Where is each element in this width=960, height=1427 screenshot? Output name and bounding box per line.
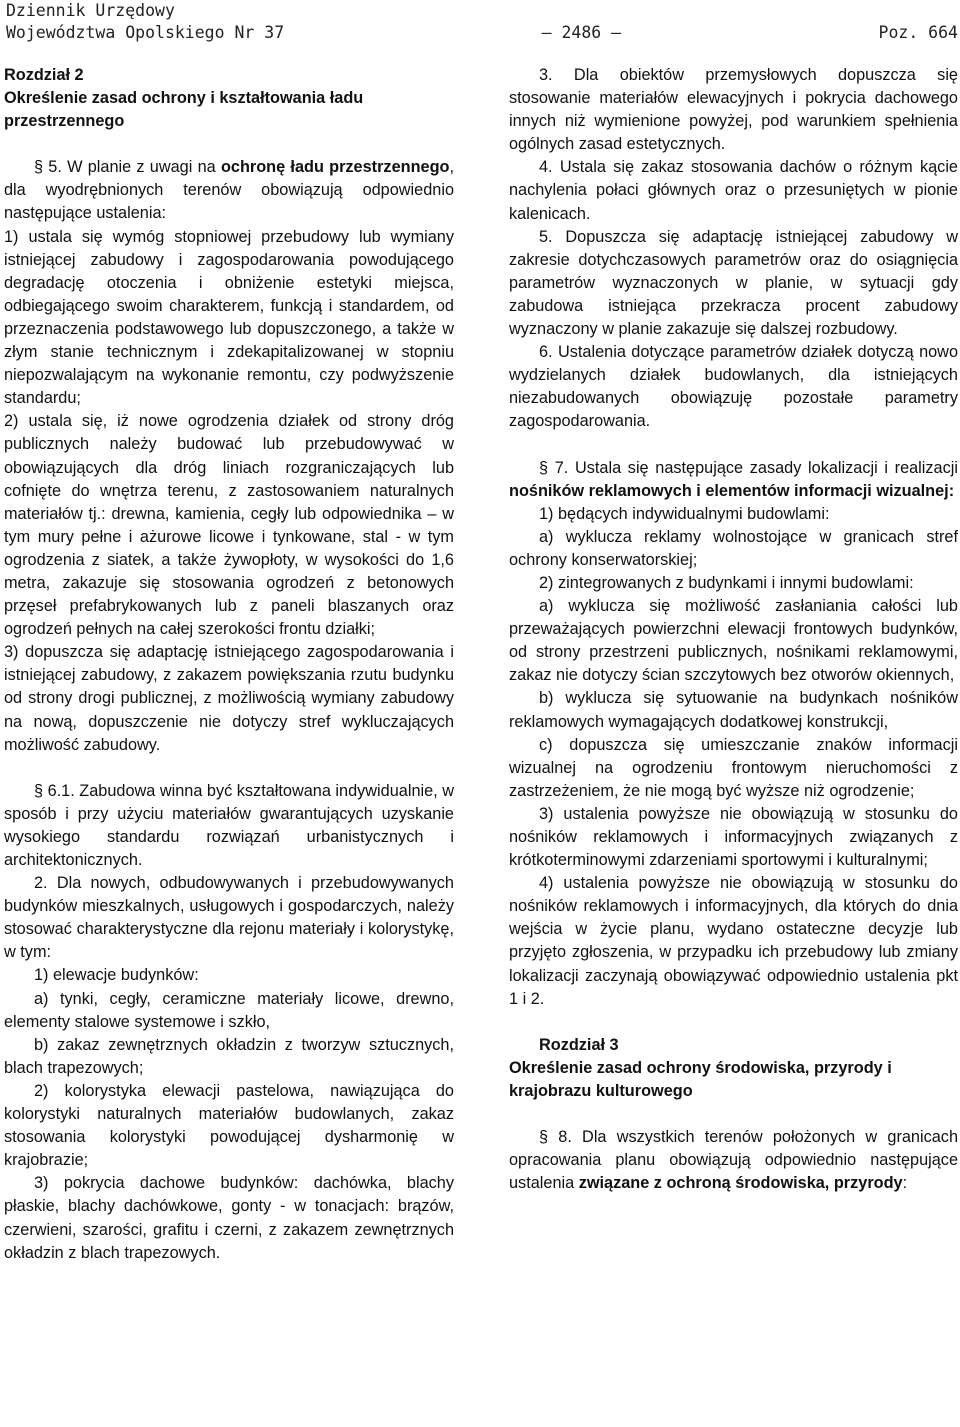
section-8-text-end: : <box>902 1174 908 1193</box>
section-6-2-point-1b: b) zakaz zewnętrznych okładzin z tworzyw sztucznych, blach trapezowych; <box>4 1035 454 1077</box>
section-7-point-1a: a) wyklucza reklamy wolnostojące w granicach stref ochrony konserwatorskiej; <box>509 527 958 569</box>
journal-issue-line <box>6 22 958 44</box>
section-6-para-4: 4. Ustala się zakaz stosowania dachów o różnym kącie nachylenia połaci głównych oraz o przesuniętych w pionie kalenicach. <box>509 158 958 223</box>
page-header <box>6 0 958 44</box>
section-7-point-2c: c) dopuszcza się umieszczanie znaków informacji wizualnej na ogrodzeniu frontowym nieruchomości z zastrzeżeniem, że nie mogą być wyższe niż ogrodzenie; <box>509 735 958 800</box>
section-6-2-point-1a: a) tynki, cegły, ceramiczne materiały licowe, drewno, elementy stalowe systemowe i szkło, <box>4 989 454 1031</box>
section-5-emphasis: ochronę ładu przestrzennego <box>220 158 450 177</box>
section-8-intro <box>509 1126 958 1195</box>
section-8-emphasis: związane z ochroną środowiska, przyrody <box>578 1174 903 1193</box>
journal-region-number: Województwa Opolskiego Nr 37 <box>6 23 285 42</box>
section-8-text: § 8. Dla wszystkich terenów położonych w granicach opracowania planu obowiązują odpowiednio następujące ustalenia <box>509 1128 958 1193</box>
section-6-2-point-3: 3) pokrycia dachowe budynków: dachówka, blachy płaskie, blachy dachówkowe, gonty - w tonacjach: brązów, czerwieni, szarości, grafitu i czerni, z zakazem zewnętrznych okładzin z blach trapezowych. <box>4 1174 454 1262</box>
chapter-2-heading <box>4 64 454 133</box>
section-6-para-1: § 6.1. Zabudowa winna być kształtowana indywidualnie, w sposób i przy użyciu materiałów gwarantujących uzyskanie wysokiego standardu rozwiązań urbanistycznych i architektonicznych. <box>4 781 454 869</box>
right-column <box>509 64 958 1195</box>
section-6-para-3: 3. Dla obiektów przemysłowych dopuszcza się stosowanie materiałów elewacyjnych i pokrycia dachowego innych niż wymienione powyżej, pod warunkiem spełnienia ogólnych zasad estetycznych. <box>509 66 958 154</box>
chapter-3-title: Określenie zasad ochrony środowiska, przyrody i krajobrazu kulturowego <box>509 1058 892 1100</box>
section-6-para-6: 6. Ustalenia dotyczące parametrów działek dotyczą nowo wydzielanych działek budowlanych, dla istniejących niezabudowanych obowiązuję pozostałe parametry zagospodarowania. <box>509 343 958 431</box>
section-6-2-point-1: 1) elewacje budynków: <box>34 966 199 985</box>
chapter-3-heading <box>509 1034 958 1103</box>
section-7-point-2b: b) wyklucza się sytuowanie na budynkach nośników reklamowych wymagających dodatkowej konstrukcji, <box>509 689 958 731</box>
position-number: Poz. 664 <box>878 23 958 42</box>
section-7-text: § 7. Ustala się następujące zasady lokalizacji i realizacji <box>539 458 958 477</box>
section-5-point-2: 2) ustala się, iż nowe ogrodzenia działek od strony dróg publicznych należy budować lub przebudowywać w obowiązujących dla dróg liniach rozgraniczających lub cofnięte do wnętrza terenu, z zastosowaniem naturalnych materiałów tj.: drewna, kamienia, cegły lub odpowiednika – w tym mury pełne i ażurowe licowe i tynkowane, stal - w tym ogrodzenia z siatek, a także żywopłoty, w wysokości do 1,6 metra, zakazuje się stosowania ogrodzeń z betonowych przęseł prefabrykowanych lub z paneli blaszanych oraz ogrodzeń pełnych na całej szerokości frontu działki; <box>4 412 454 639</box>
page-number: – 2486 – <box>541 23 622 42</box>
section-5-text: § 5. W planie z uwagi na <box>34 158 221 177</box>
section-7-point-2: 2) zintegrowanych z budynkami i innymi budowlami: <box>539 573 914 592</box>
section-6-para-2: 2. Dla nowych, odbudowywanych i przebudowywanych budynków mieszkalnych, usługowych i gospodarczych, należy stosować charakterystyczne dla rejonu materiały i kolorystykę, w tym: <box>4 874 454 962</box>
section-6-para-5: 5. Dopuszcza się adaptację istniejącej zabudowy w zakresie dotychczasowych parametrów oraz do osiągnięcia parametrów wyznaczonych w planie, w sytuacji gdy zabudowa istniejąca przekracza procent zabudowy wyznaczony w planie zakazuje się dalszej rozbudowy. <box>509 227 958 339</box>
chapter-2-number: Rozdział 2 <box>4 66 84 84</box>
journal-title: Dziennik Urzędowy <box>6 1 175 20</box>
section-7-point-1: 1) będących indywidualnymi budowlami: <box>539 504 830 523</box>
section-7-intro <box>509 457 958 503</box>
section-7-point-3: 3) ustalenia powyższe nie obowiązują w stosunku do nośników reklamowych i informacyjnych związanych z krótkoterminowymi zdarzeniami sportowymi i kulturalnymi; <box>509 804 958 870</box>
left-column <box>4 64 454 1265</box>
section-7-point-2a: a) wyklucza się możliwość zasłaniania całości lub przeważających powierzchni elewacji frontowych budynków, od strony przestrzeni publicznych, nośnikami reklamowymi, zakaz nie dotyczy ścian szczytowych bez otworów okiennych, <box>509 597 958 685</box>
section-5-intro <box>4 156 454 225</box>
section-7-emphasis: nośników reklamowych i elementów informacji wizualnej: <box>509 481 955 500</box>
section-5-point-1: 1) ustala się wymóg stopniowej przebudowy lub wymiany istniejącej zabudowy i zagospodarowania powodującego degradację otoczenia i obniżenie estetyki miejsca, odbiegającego swoim charakterem, funkcją i standardem, od przeznaczenia podstawowego lub dopuszczonego, a także w złym stanie technicznym i zdekapitalizowanej w stopniu niepozwalającym na wykonanie remontu, czy podwyższenie standardu; <box>4 227 454 408</box>
section-6-2-point-2: 2) kolorystyka elewacji pastelowa, nawiązująca do kolorystyki naturalnych materiałów budowlanych, zakaz stosowania kolorystyki powodującej dysharmonię w krajobrazie; <box>4 1081 454 1170</box>
section-5-point-3: 3) dopuszcza się adaptację istniejącego zagospodarowania i istniejącej zabudowy, z zakazem powiększania rzutu budynku od strony drogi publicznej, z możliwością wymiany zabudowy na nową, dopuszczenie nie dotyczy stref wykluczających możliwość zabudowy. <box>4 643 454 754</box>
chapter-3-number: Rozdział 3 <box>539 1035 619 1054</box>
chapter-2-title: Określenie zasad ochrony i kształtowania ładu przestrzennego <box>4 89 364 131</box>
section-7-point-4: 4) ustalenia powyższe nie obowiązują w stosunku do nośników reklamowych i informacyjnych, dla których do dnia wejścia w życie planu, wydano ostateczne decyzje lub przyjęto zgłoszenia, w przypadku ich przebudowy lub zmiany lokalizacji zaczynają obowiązywać odpowiednio ustalenia pkt 1 i 2. <box>509 874 958 1008</box>
section-5-text-end: , dla wyodrębnionych terenów obowiązują odpowiednio następujące ustalenia: <box>4 158 454 223</box>
